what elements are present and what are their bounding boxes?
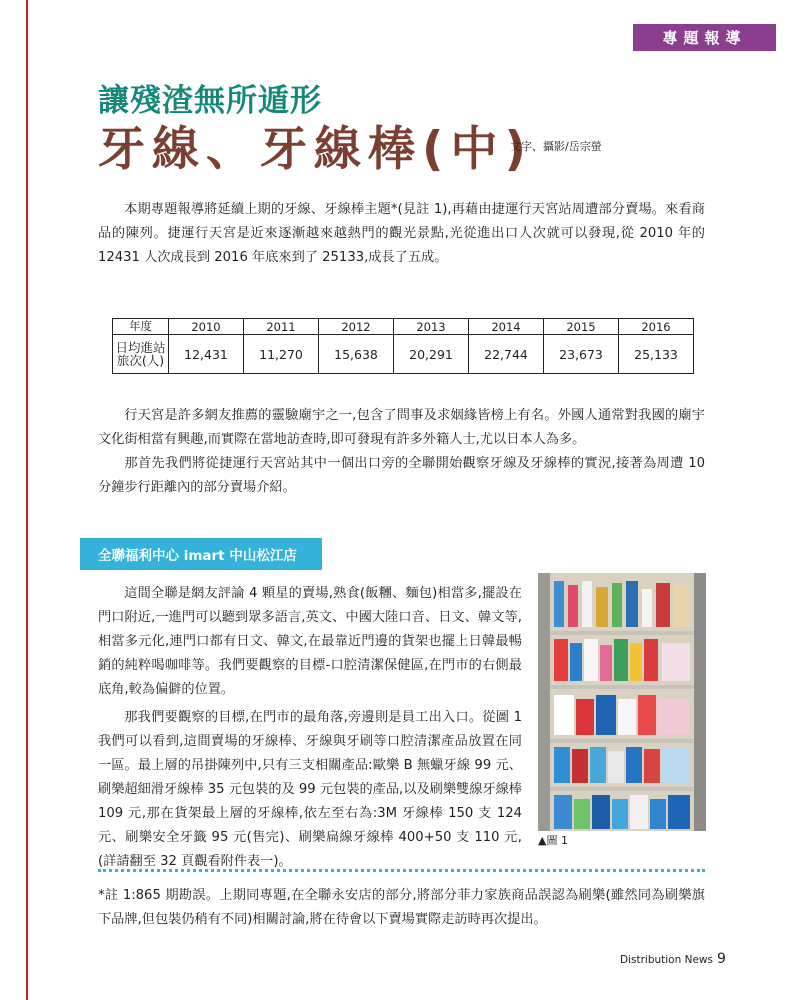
value-cell: 15,638 (319, 335, 394, 374)
intro-text: 本期專題報導將延續上期的牙線、牙線棒主題*(見註 1),再藉由捷運行天宮站周遭部分賣場。來看商品的陳列。捷運行天宮是近來逐漸越來越熱門的觀光景點,光從進出口人次就可以發現,從 2010 年的 12431 人次成長到 2016 年底來到了 25133,成長了五成。 (98, 202, 705, 265)
store-shelf-photo (538, 573, 706, 831)
table-value-row (113, 335, 694, 374)
store-paragraph-2-text: 那我們要觀察的目標,在門市的最角落,旁邊則是員工出入口。從圖 1 我們可以看到,這間賣場的牙線棒、牙線與牙刷等口腔清潔產品放置在同一區。最上層的吊掛陳列中,只有三支相關產品:歐樂 B 無蠟牙線 99 元、刷樂超細滑牙線棒 35 元包裝的及 99 元包裝的產品,以及刷樂雙線牙線棒 109 元,那在貨架最上層的牙線棒,依左至右為:3M 牙線棒 150 支 124 元、刷樂安全牙籤 95 元(售完)、刷樂扁線牙線棒 400+50 支 110 元,(詳請翻至 32 頁觀看附件表一)。 (98, 710, 522, 869)
year-cell: 2013 (394, 319, 469, 335)
store-paragraph-1-text: 這間全聯是網友評論 4 顆星的賣場,熟食(飯糰、麵包)相當多,擺設在門口附近,一進門可以聽到眾多語言,英文、中國大陸口音、日文、韓文等,相當多元化,連門口都有日文、韓文,在最靠近門邊的貨架也擺上日韓最暢銷的純粹喝咖啡等。我們要觀察的目標-口腔清潔保健區,在門市的右側最底角,較為偏僻的位置。 (98, 586, 522, 697)
shelf-illustration (538, 573, 706, 831)
year-cell: 2012 (319, 319, 394, 335)
paragraph-plan (98, 452, 705, 500)
article-title: 牙線、牙線棒(中) (98, 122, 533, 177)
station-traffic-table (112, 318, 694, 374)
value-label-cell: 日均進站旅次(人) (113, 335, 169, 374)
paragraph-temple-text: 行天宮是許多網友推薦的靈驗廟宇之一,包含了問事及求姻緣皆榜上有名。外國人通常對我國的廟宇文化街相當有興趣,而實際在當地訪查時,即可發現有許多外籍人士,尤以日本人為多。 (98, 408, 705, 447)
publication-name: Distribution News (620, 954, 713, 966)
store-paragraph-1 (98, 582, 522, 702)
article-subtitle: 讓殘渣無所遁形 (98, 83, 322, 119)
section-tag: 專題報導 (633, 24, 776, 51)
footnote: *註 1:865 期勘誤。上期同專題,在全聯永安店的部分,將部分菲力家族商品誤認為刷樂(雖然同為刷樂旗下品牌,但包裝仍稍有不同)相關討論,將在待會以下賣場實際走訪時再次提出。 (98, 888, 705, 927)
year-cell: 2016 (619, 319, 694, 335)
year-label-cell: 年度 (113, 319, 169, 335)
paragraph-temple (98, 404, 705, 452)
byline: 文字、攝影/岳宗螢 (510, 140, 602, 153)
year-cell: 2015 (544, 319, 619, 335)
value-cell: 22,744 (469, 335, 544, 374)
left-margin-rule (26, 0, 28, 1000)
value-cell: 25,133 (619, 335, 694, 374)
value-cell: 23,673 (544, 335, 619, 374)
value-cell: 12,431 (169, 335, 244, 374)
page-number: 9 (716, 951, 726, 967)
year-cell: 2010 (169, 319, 244, 335)
year-cell: 2014 (469, 319, 544, 335)
store-heading: 全聯福利中心 imart 中山松江店 (80, 538, 322, 570)
figure-caption: ▲圖 1 (538, 834, 568, 847)
year-cell: 2011 (244, 319, 319, 335)
paragraph-plan-text: 那首先我們將從捷運行天宮站其中一個出口旁的全聯開始觀察牙線及牙線棒的實況,接著為周遭 10 分鐘步行距離內的部分賣場介紹。 (98, 456, 705, 495)
store-paragraph-2 (98, 706, 522, 874)
page-footer (620, 951, 726, 967)
dotted-divider (98, 869, 705, 872)
value-cell: 20,291 (394, 335, 469, 374)
value-cell: 11,270 (244, 335, 319, 374)
intro-paragraph (98, 198, 705, 270)
table-header-row (113, 319, 694, 335)
